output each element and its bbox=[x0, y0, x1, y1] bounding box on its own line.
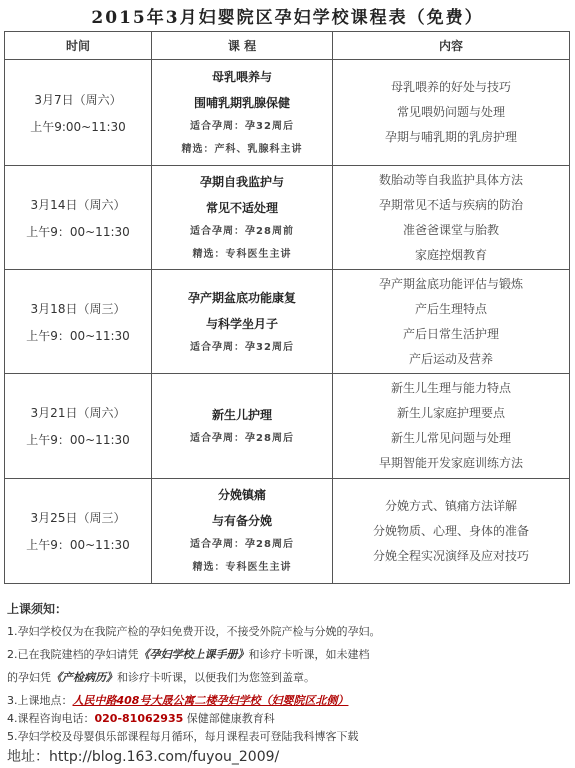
time-cell bbox=[5, 60, 152, 166]
course-time: 上午9：00~11:30 bbox=[26, 224, 130, 239]
content-cell bbox=[333, 270, 570, 374]
note-text: 和诊疗卡听课，以便我们为您签到盖章。 bbox=[117, 671, 315, 684]
course-date: 3月7日（周六） bbox=[34, 92, 122, 107]
table-row bbox=[5, 479, 570, 584]
table-row bbox=[5, 166, 570, 270]
course-title-line: 常见不适处理 bbox=[205, 200, 278, 215]
blog-link[interactable]: http://blog.163.com/fuyou_2009/ bbox=[49, 749, 280, 765]
table-row bbox=[5, 374, 570, 479]
header-course: 课 程 bbox=[152, 32, 333, 60]
content-item: 产后生理特点 bbox=[414, 301, 487, 316]
consult-phone: 020-81062935 bbox=[94, 712, 184, 725]
header-content: 内容 bbox=[333, 32, 570, 60]
note-item-3 bbox=[7, 692, 567, 710]
note-item-4 bbox=[7, 710, 567, 728]
course-time: 上午9：00~11:30 bbox=[26, 538, 130, 552]
course-cell bbox=[152, 270, 333, 374]
blog-label: 地址： bbox=[7, 749, 49, 765]
content-cell bbox=[333, 479, 570, 584]
course-time: 上午9：00~11:30 bbox=[26, 433, 130, 447]
note-text: 3.上课地点： bbox=[7, 694, 73, 707]
note-text: 保健部健康教育科 bbox=[183, 712, 275, 725]
content-item: 孕期与哺乳期的乳房护理 bbox=[384, 130, 517, 144]
page-title: 2015年3月妇婴院区孕妇学校课程表（免费） bbox=[91, 8, 484, 28]
content-cell bbox=[333, 374, 570, 479]
course-date: 3月18日（周三） bbox=[30, 301, 126, 316]
content-item: 常见喂奶问题与处理 bbox=[396, 105, 505, 119]
course-date: 3月21日（周六） bbox=[30, 406, 126, 420]
course-title-line: 与有备分娩 bbox=[211, 514, 272, 528]
time-cell bbox=[5, 166, 152, 270]
note-item-2-cont bbox=[7, 669, 567, 687]
course-gestation-note: 适合孕周：孕32周后 bbox=[190, 341, 294, 353]
course-title-line: 孕期自我监护与 bbox=[199, 174, 284, 189]
course-time: 上午9：00~11:30 bbox=[26, 328, 130, 343]
class-address: 人民中路408号大晟公寓二楼孕妇学校（妇婴院区北侧） bbox=[72, 694, 349, 707]
time-cell bbox=[5, 374, 152, 479]
course-cell bbox=[152, 479, 333, 584]
content-item: 孕产期盆底功能评估与锻炼 bbox=[378, 276, 523, 291]
content-item: 家庭控烟教育 bbox=[414, 247, 487, 262]
course-gestation-note: 适合孕周：孕28周前 bbox=[190, 225, 294, 237]
content-item: 准爸爸课堂与胎教 bbox=[402, 222, 499, 237]
content-item: 新生儿常见问题与处理 bbox=[390, 431, 511, 445]
course-host: 精选：专科医生主讲 bbox=[192, 248, 292, 260]
content-item: 孕期常见不适与疾病的防治 bbox=[378, 197, 523, 212]
content-item: 数胎动等自我监护具体方法 bbox=[378, 172, 523, 187]
table-header-row bbox=[5, 32, 570, 60]
course-title-line: 新生儿护理 bbox=[211, 408, 272, 422]
content-item: 新生儿生理与能力特点 bbox=[390, 381, 511, 395]
course-date: 3月14日（周六） bbox=[30, 197, 126, 212]
blog-address-line bbox=[7, 746, 567, 768]
course-title-line: 与科学坐月子 bbox=[205, 316, 278, 331]
course-gestation-note: 适合孕周：孕32周后 bbox=[190, 120, 294, 132]
time-cell bbox=[5, 479, 152, 584]
content-item: 产后运动及营养 bbox=[408, 351, 493, 366]
content-item: 产后日常生活护理 bbox=[402, 326, 499, 341]
course-title-line: 孕产期盆底功能康复 bbox=[187, 290, 296, 305]
record-name: 《产检病历》 bbox=[51, 671, 117, 684]
note-item-5: 5.孕妇学校及母婴俱乐部课程每月循环，每月课程表可登陆我科博客下载 bbox=[7, 730, 359, 743]
note-text: 2.已在我院建档的孕妇请凭 bbox=[7, 648, 139, 661]
content-item: 早期智能开发家庭训练方法 bbox=[378, 456, 523, 470]
table-row bbox=[5, 60, 570, 166]
content-cell bbox=[333, 166, 570, 270]
course-date: 3月25日（周三） bbox=[30, 511, 126, 525]
course-title-line: 分娩镇痛 bbox=[217, 488, 266, 502]
notes-heading: 上课须知： bbox=[7, 602, 68, 616]
content-cell bbox=[333, 60, 570, 166]
note-text: 的孕妇凭 bbox=[7, 671, 51, 684]
content-item: 分娩全程实况演绎及应对技巧 bbox=[372, 548, 529, 563]
content-item: 分娩方式、镇痛方法详解 bbox=[384, 498, 517, 513]
course-title-line: 围哺乳期乳腺保健 bbox=[193, 95, 290, 110]
header-time: 时间 bbox=[5, 32, 152, 60]
course-cell bbox=[152, 166, 333, 270]
schedule-table bbox=[4, 31, 570, 584]
note-item-1: 1.孕妇学校仅为在我院产检的孕妇免费开设，不接受外院产检与分娩的孕妇。 bbox=[7, 625, 381, 638]
note-item-2 bbox=[7, 646, 567, 664]
course-title-line: 母乳喂养与 bbox=[211, 69, 272, 84]
content-item: 新生儿家庭护理要点 bbox=[396, 406, 505, 420]
content-item: 母乳喂养的好处与技巧 bbox=[390, 80, 511, 94]
course-time: 上午9:00~11:30 bbox=[30, 119, 126, 134]
content-item: 分娩物质、心理、身体的准备 bbox=[372, 523, 529, 538]
note-text: 4.课程咨询电话： bbox=[7, 712, 95, 725]
table-row bbox=[5, 270, 570, 374]
notes-section bbox=[7, 600, 567, 768]
course-cell bbox=[152, 60, 333, 166]
course-gestation-note: 适合孕周：孕28周后 bbox=[190, 433, 294, 444]
course-cell bbox=[152, 374, 333, 479]
note-text: 和诊疗卡听课，如未建档 bbox=[248, 648, 370, 661]
handbook-name: 《孕妇学校上课手册》 bbox=[138, 648, 249, 661]
course-host: 精选：专科医生主讲 bbox=[192, 562, 292, 573]
time-cell bbox=[5, 270, 152, 374]
course-gestation-note: 适合孕周：孕28周后 bbox=[190, 539, 294, 550]
course-host: 精选：产科、乳腺科主讲 bbox=[181, 143, 303, 155]
